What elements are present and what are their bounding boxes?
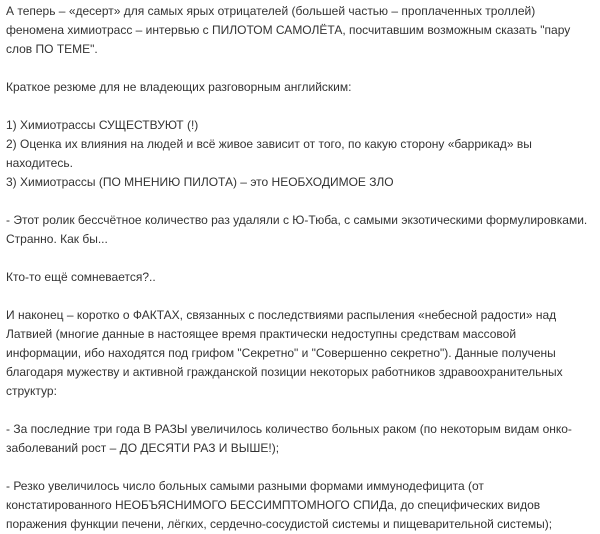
text-line: - Резко увеличилось число больных самыми разными формами иммунодефицита (от: [6, 479, 484, 493]
text-line: благодаря мужеству и активной гражданской позиции некоторых работников здравоохранительных: [6, 365, 563, 379]
text-line: констатированного НЕОБЪЯСНИМОГО БЕССИМПТОМНОГО СПИДа, до специфических видов: [6, 498, 541, 512]
list-item: находитесь.: [6, 156, 73, 170]
text-line: феномена химиотрасс – интервью с ПИЛОТОМ САМОЛЁТА, посчитавшим возможным сказать "пару: [6, 23, 571, 37]
text-line: Кто-то ещё сомневается?..: [6, 270, 156, 284]
question-paragraph: [6, 268, 594, 287]
text-line: Странно. Как бы...: [6, 232, 108, 246]
text-line: - Этот ролик бессчётное количество раз удаляли с Ю-Тюба, с самыми экзотическими формулировками.: [6, 213, 588, 227]
list-item: 2) Оценка их влияния на людей и всё живое зависит от того, по какую сторону «баррикад» вы: [6, 137, 532, 151]
immunodeficiency-fact-paragraph: [6, 477, 594, 534]
text-line: И наконец – коротко о ФАКТАХ, связанных с последствиями распыления «небесной радости» над: [6, 308, 557, 322]
text-line: А теперь – «десерт» для самых ярых отрицателей (большей частью – проплаченных троллей): [6, 4, 536, 18]
list-item: 3) Химиотрассы (ПО МНЕНИЮ ПИЛОТА) – это НЕОБХОДИМОЕ ЗЛО: [6, 175, 394, 189]
intro-paragraph: [6, 2, 594, 59]
cancer-fact-paragraph: [6, 420, 594, 458]
summary-heading: [6, 78, 594, 97]
text-line: - За последние три года В РАЗЫ увеличилось количество больных раком (по некоторым видам онко-: [6, 422, 572, 436]
text-line: информации, ибо находятся под грифом "Секретно" и "Совершенно секретно"). Данные получены: [6, 346, 556, 360]
text-line: Латвией (многие данные в настоящее время практически недоступны средствам массовой: [6, 327, 517, 341]
facts-paragraph: [6, 306, 594, 401]
text-line: заболеваний рост – ДО ДЕСЯТИ РАЗ И ВЫШЕ!);: [6, 441, 280, 455]
video-note-paragraph: [6, 211, 594, 249]
text-line: структур:: [6, 384, 57, 398]
text-line: слов ПО ТЕМЕ".: [6, 42, 98, 56]
list-item: 1) Химиотрассы СУЩЕСТВУЮТ (!): [6, 118, 199, 132]
text-line: Краткое резюме для не владеющих разговорным английским:: [6, 80, 352, 94]
text-line: поражения функции печени, лёгких, сердечно-сосудистой системы и пищеварительной системы);: [6, 517, 553, 531]
summary-list: [6, 116, 594, 192]
